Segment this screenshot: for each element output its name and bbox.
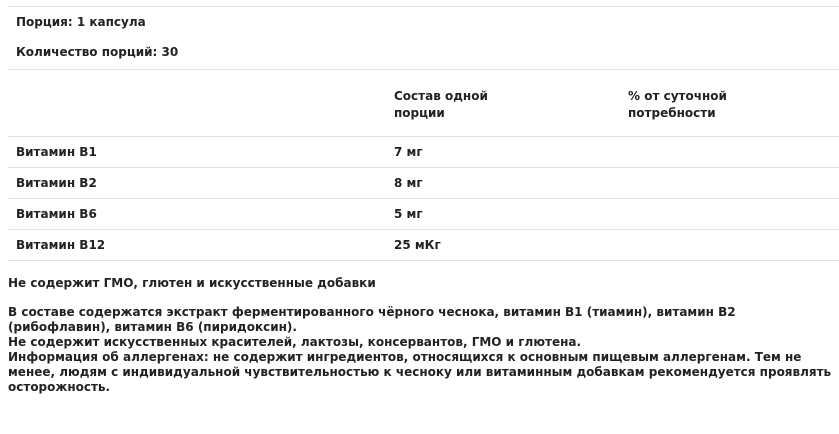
product-notes bbox=[8, 276, 833, 395]
allergen-info: Информация об аллергенах: не содержит ингредиентов, относящихся к основным пищевым аллергенам. Тем не менее, людям с индивидуальной чувствительностью к чесноку или витаминным добавкам рекомендуется проявлять осторожность. bbox=[8, 350, 832, 394]
nutrient-amount: 5 мг bbox=[394, 207, 423, 221]
serving-size: Порция: 1 капсула bbox=[16, 15, 146, 29]
free-from-statement: Не содержит ГМО, глютен и искусственные добавки bbox=[8, 276, 376, 290]
table-row bbox=[8, 168, 839, 198]
supplement-facts-table bbox=[8, 0, 839, 261]
nutrient-name: Витамин В6 bbox=[16, 207, 97, 221]
table-row bbox=[8, 199, 839, 229]
nutrient-name: Витамин В12 bbox=[16, 238, 106, 252]
nutrient-name: Витамин В1 bbox=[16, 145, 97, 159]
nutrient-amount: 7 мг bbox=[394, 145, 423, 159]
nutrient-amount: 25 мКг bbox=[394, 238, 441, 252]
servings-count: Количество порций: 30 bbox=[16, 45, 179, 59]
table-header bbox=[8, 70, 839, 136]
column-header-amount: Состав одной порции bbox=[394, 89, 488, 120]
nutrient-amount: 8 мг bbox=[394, 176, 423, 190]
composition-text: В составе содержатся экстракт ферментированного чёрного чеснока, витамин B1 (тиамин), витамин B2 (рибофлавин), витамин B6 (пиридоксин). bbox=[8, 305, 736, 334]
no-additives-text: Не содержит искусственных красителей, лактозы, консервантов, ГМО и глютена. bbox=[8, 335, 582, 349]
column-header-daily-value: % от суточной потребности bbox=[628, 89, 727, 120]
table-row bbox=[8, 230, 839, 260]
table-row bbox=[8, 137, 839, 167]
nutrient-name: Витамин В2 bbox=[16, 176, 97, 190]
divider bbox=[8, 260, 839, 261]
